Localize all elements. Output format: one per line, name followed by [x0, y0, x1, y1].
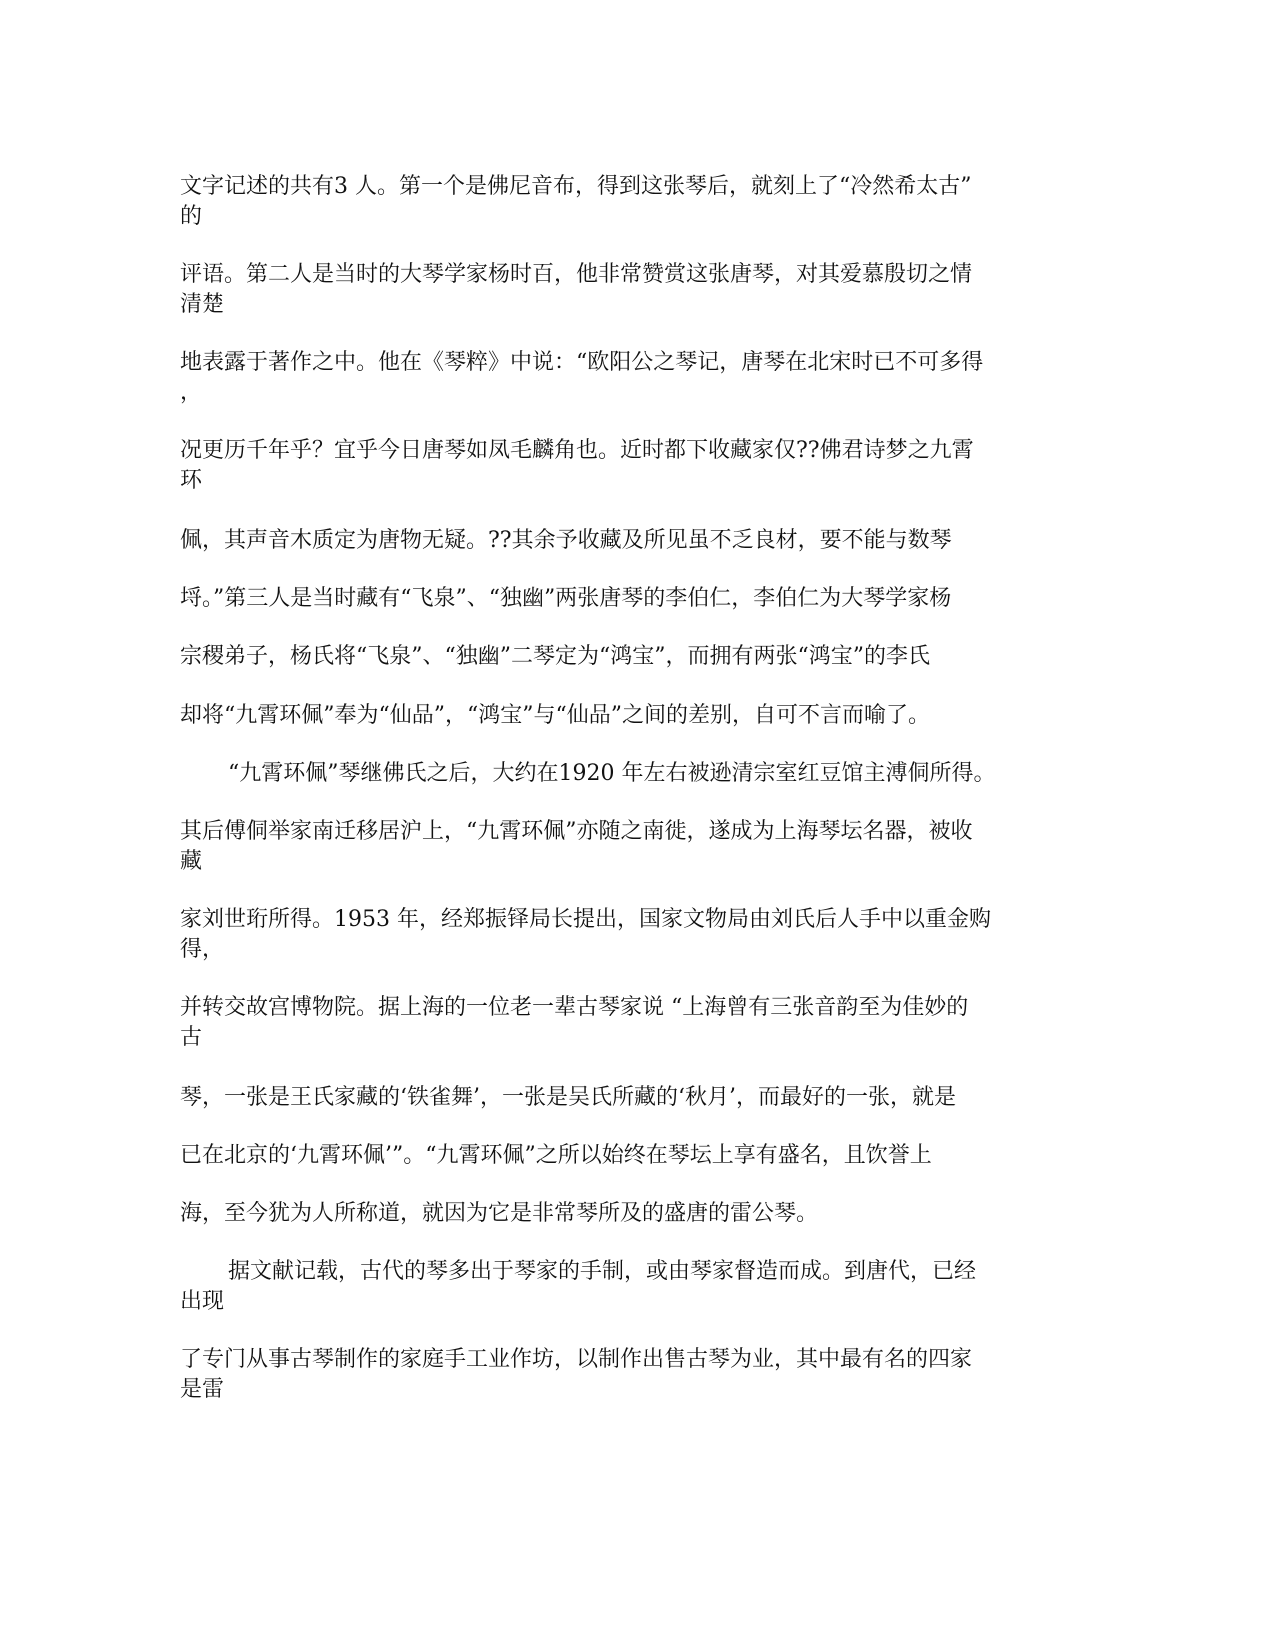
text-line: 评语。第二人是当时的大琴学家杨时百，他非常赞赏这张唐琴，对其爱慕殷切之情: [180, 262, 973, 287]
text-line: 况更历千年乎？宜乎今日唐琴如凤毛麟角也。近时都下收藏家仅??佛君诗梦之九霄: [180, 438, 974, 463]
text-line: 宗稷弟子，杨氏将“飞泉”、“独幽”二琴定为“鸿宝”，而拥有两张“鸿宝”的李氏: [180, 644, 930, 669]
text-line: 清楚: [180, 292, 225, 317]
text-line: 地表露于著作之中。他在《琴粹》中说：“欧阳公之琴记，唐琴在北宋时已不可多得: [180, 350, 984, 375]
paragraph-start-line: 据文献记载，古代的琴多出于琴家的手制，或由琴家督造而成。到唐代，已经: [228, 1259, 977, 1284]
text-line: 家刘世珩所得。1953 年，经郑振铎局长提出，国家文物局由刘氏后人手中以重金购: [180, 907, 991, 932]
text-line: 是雷: [180, 1377, 225, 1402]
text-line: 藏: [180, 849, 203, 874]
text-line: 并转交故宫博物院。据上海的一位老一辈古琴家说 “上海曾有三张音韵至为佳妙的: [180, 995, 969, 1020]
paragraph-start-line: “九霄环佩”琴继佛氏之后，大约在1920 年左右被逊清宗室红豆馆主溥侗所得。: [228, 761, 996, 786]
text-line: 了专门从事古琴制作的家庭手工业作坊，以制作出售古琴为业，其中最有名的四家: [180, 1347, 973, 1372]
text-line: ，: [180, 380, 203, 405]
text-line: 得，: [180, 937, 225, 962]
text-line: 琴，一张是王氏家藏的‘铁雀舞’，一张是吴氏所藏的‘秋月’，而最好的一张，就是: [180, 1085, 956, 1110]
text-line: 出现: [180, 1289, 225, 1314]
text-line: 埒。”第三人是当时藏有“飞泉”、“独幽”两张唐琴的李伯仁，李伯仁为大琴学家杨: [180, 586, 952, 611]
text-line: 文字记述的共有3 人。第一个是佛尼音布，得到这张琴后，就刻上了“冷然希太古”: [180, 174, 972, 199]
text-line: 却将“九霄环佩”奉为“仙品”，“鸿宝”与“仙品”之间的差别，自可不言而喻了。: [180, 703, 930, 728]
text-line: 其后傅侗举家南迁移居沪上，“九霄环佩”亦随之南徙，遂成为上海琴坛名器，被收: [180, 819, 973, 844]
text-line: 古: [180, 1025, 203, 1050]
text-line: 佩，其声音木质定为唐物无疑。??其余予收藏及所见虽不乏良材，要不能与数琴: [180, 528, 952, 553]
text-line: 环: [180, 468, 203, 493]
text-line: 的: [180, 204, 203, 229]
text-line: 已在北京的‘九霄环佩’”。“九霄环佩”之所以始终在琴坛上享有盛名，且饮誉上: [180, 1143, 932, 1168]
text-line: 海，至今犹为人所称道，就因为它是非常琴所及的盛唐的雷公琴。: [180, 1201, 819, 1226]
